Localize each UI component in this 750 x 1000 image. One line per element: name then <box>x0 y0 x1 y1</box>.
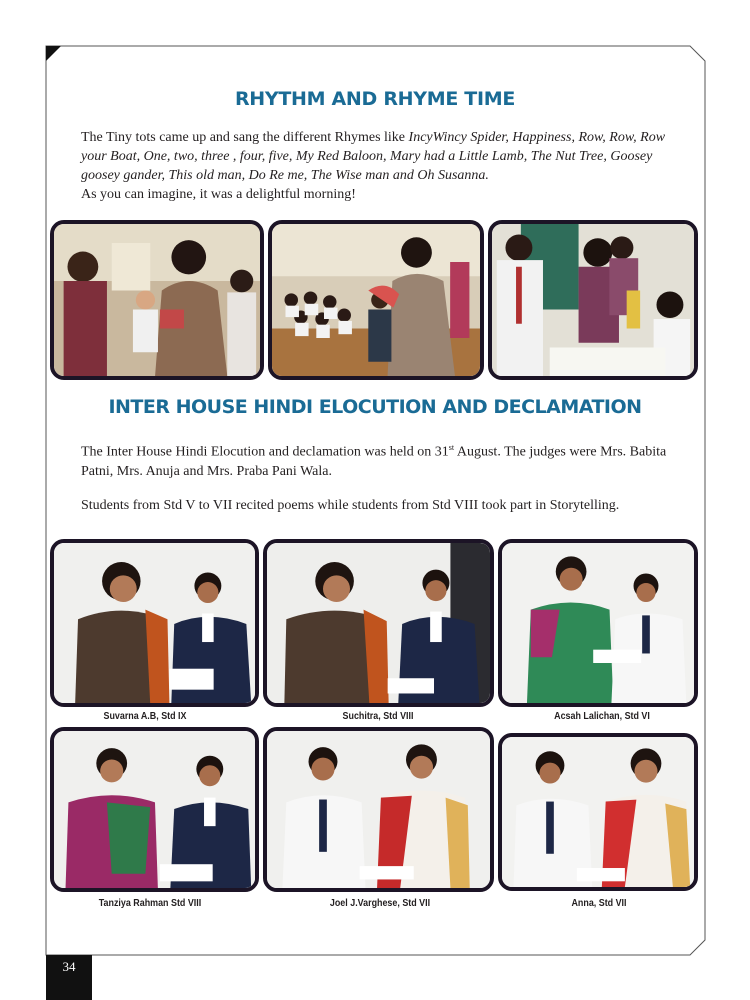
elocution-paragraph <box>81 438 676 481</box>
date-suffix: st <box>448 443 455 452</box>
caption-student-1: Suvarna A.B, Std IX <box>103 710 187 722</box>
photo-student-4 <box>50 727 259 892</box>
section-title-rhythm-rhyme: RHYTHM AND RHYME TIME <box>234 88 516 110</box>
photo-student-2 <box>263 539 494 707</box>
page-number: 34 <box>62 959 76 974</box>
elocution-text-a: The Inter House Hindi Elocution and declamation was held on 31 <box>81 444 449 460</box>
caption-student-5: Joel J.Varghese, Std VII <box>329 897 431 909</box>
section-title-hindi-elocution: INTER HOUSE HINDI ELOCUTION AND DECLAMATION <box>108 396 642 418</box>
photo-student-1 <box>50 539 259 707</box>
rhymes-list-text: IncyWincy Spider, Happiness, Row, Row, Row your Boat, One, two, three , four, five, My Red Baloon, Mary had a Little Lamb, The Nut Tree, Goosey goosey gander, This old man, Do Re me, The Wise man and Oh Susanna. <box>81 130 666 183</box>
caption-student-6: Anna, Std VII <box>571 897 627 909</box>
photo-student-6 <box>498 733 698 891</box>
photo-student-5 <box>263 727 494 892</box>
caption-student-2: Suchitra, Std VIII <box>342 710 414 722</box>
photo-rhyme-2 <box>268 220 484 380</box>
photo-rhyme-1 <box>50 220 264 380</box>
page-number-box <box>46 955 92 1000</box>
photo-rhyme-3 <box>488 220 698 380</box>
rhymes-intro-text: The Tiny tots came up and sang the different Rhymes like <box>81 130 409 145</box>
students-paragraph: Students from Std V to VII recited poems while students from Std VIII took part in Storytelling. <box>81 498 620 513</box>
rhymes-paragraph <box>81 128 676 204</box>
caption-student-3: Acsah Lalichan, Std VI <box>554 710 650 722</box>
rhymes-closing-text: As you can imagine, it was a delightful morning! <box>81 187 356 202</box>
photo-student-3 <box>498 539 698 707</box>
elocution-text-b: August. The judges were Mrs. Babita Patni, Mrs. Anuja and Mrs. Praba Pani Wala. <box>81 444 667 479</box>
caption-student-4: Tanziya Rahman Std VIII <box>98 897 202 909</box>
